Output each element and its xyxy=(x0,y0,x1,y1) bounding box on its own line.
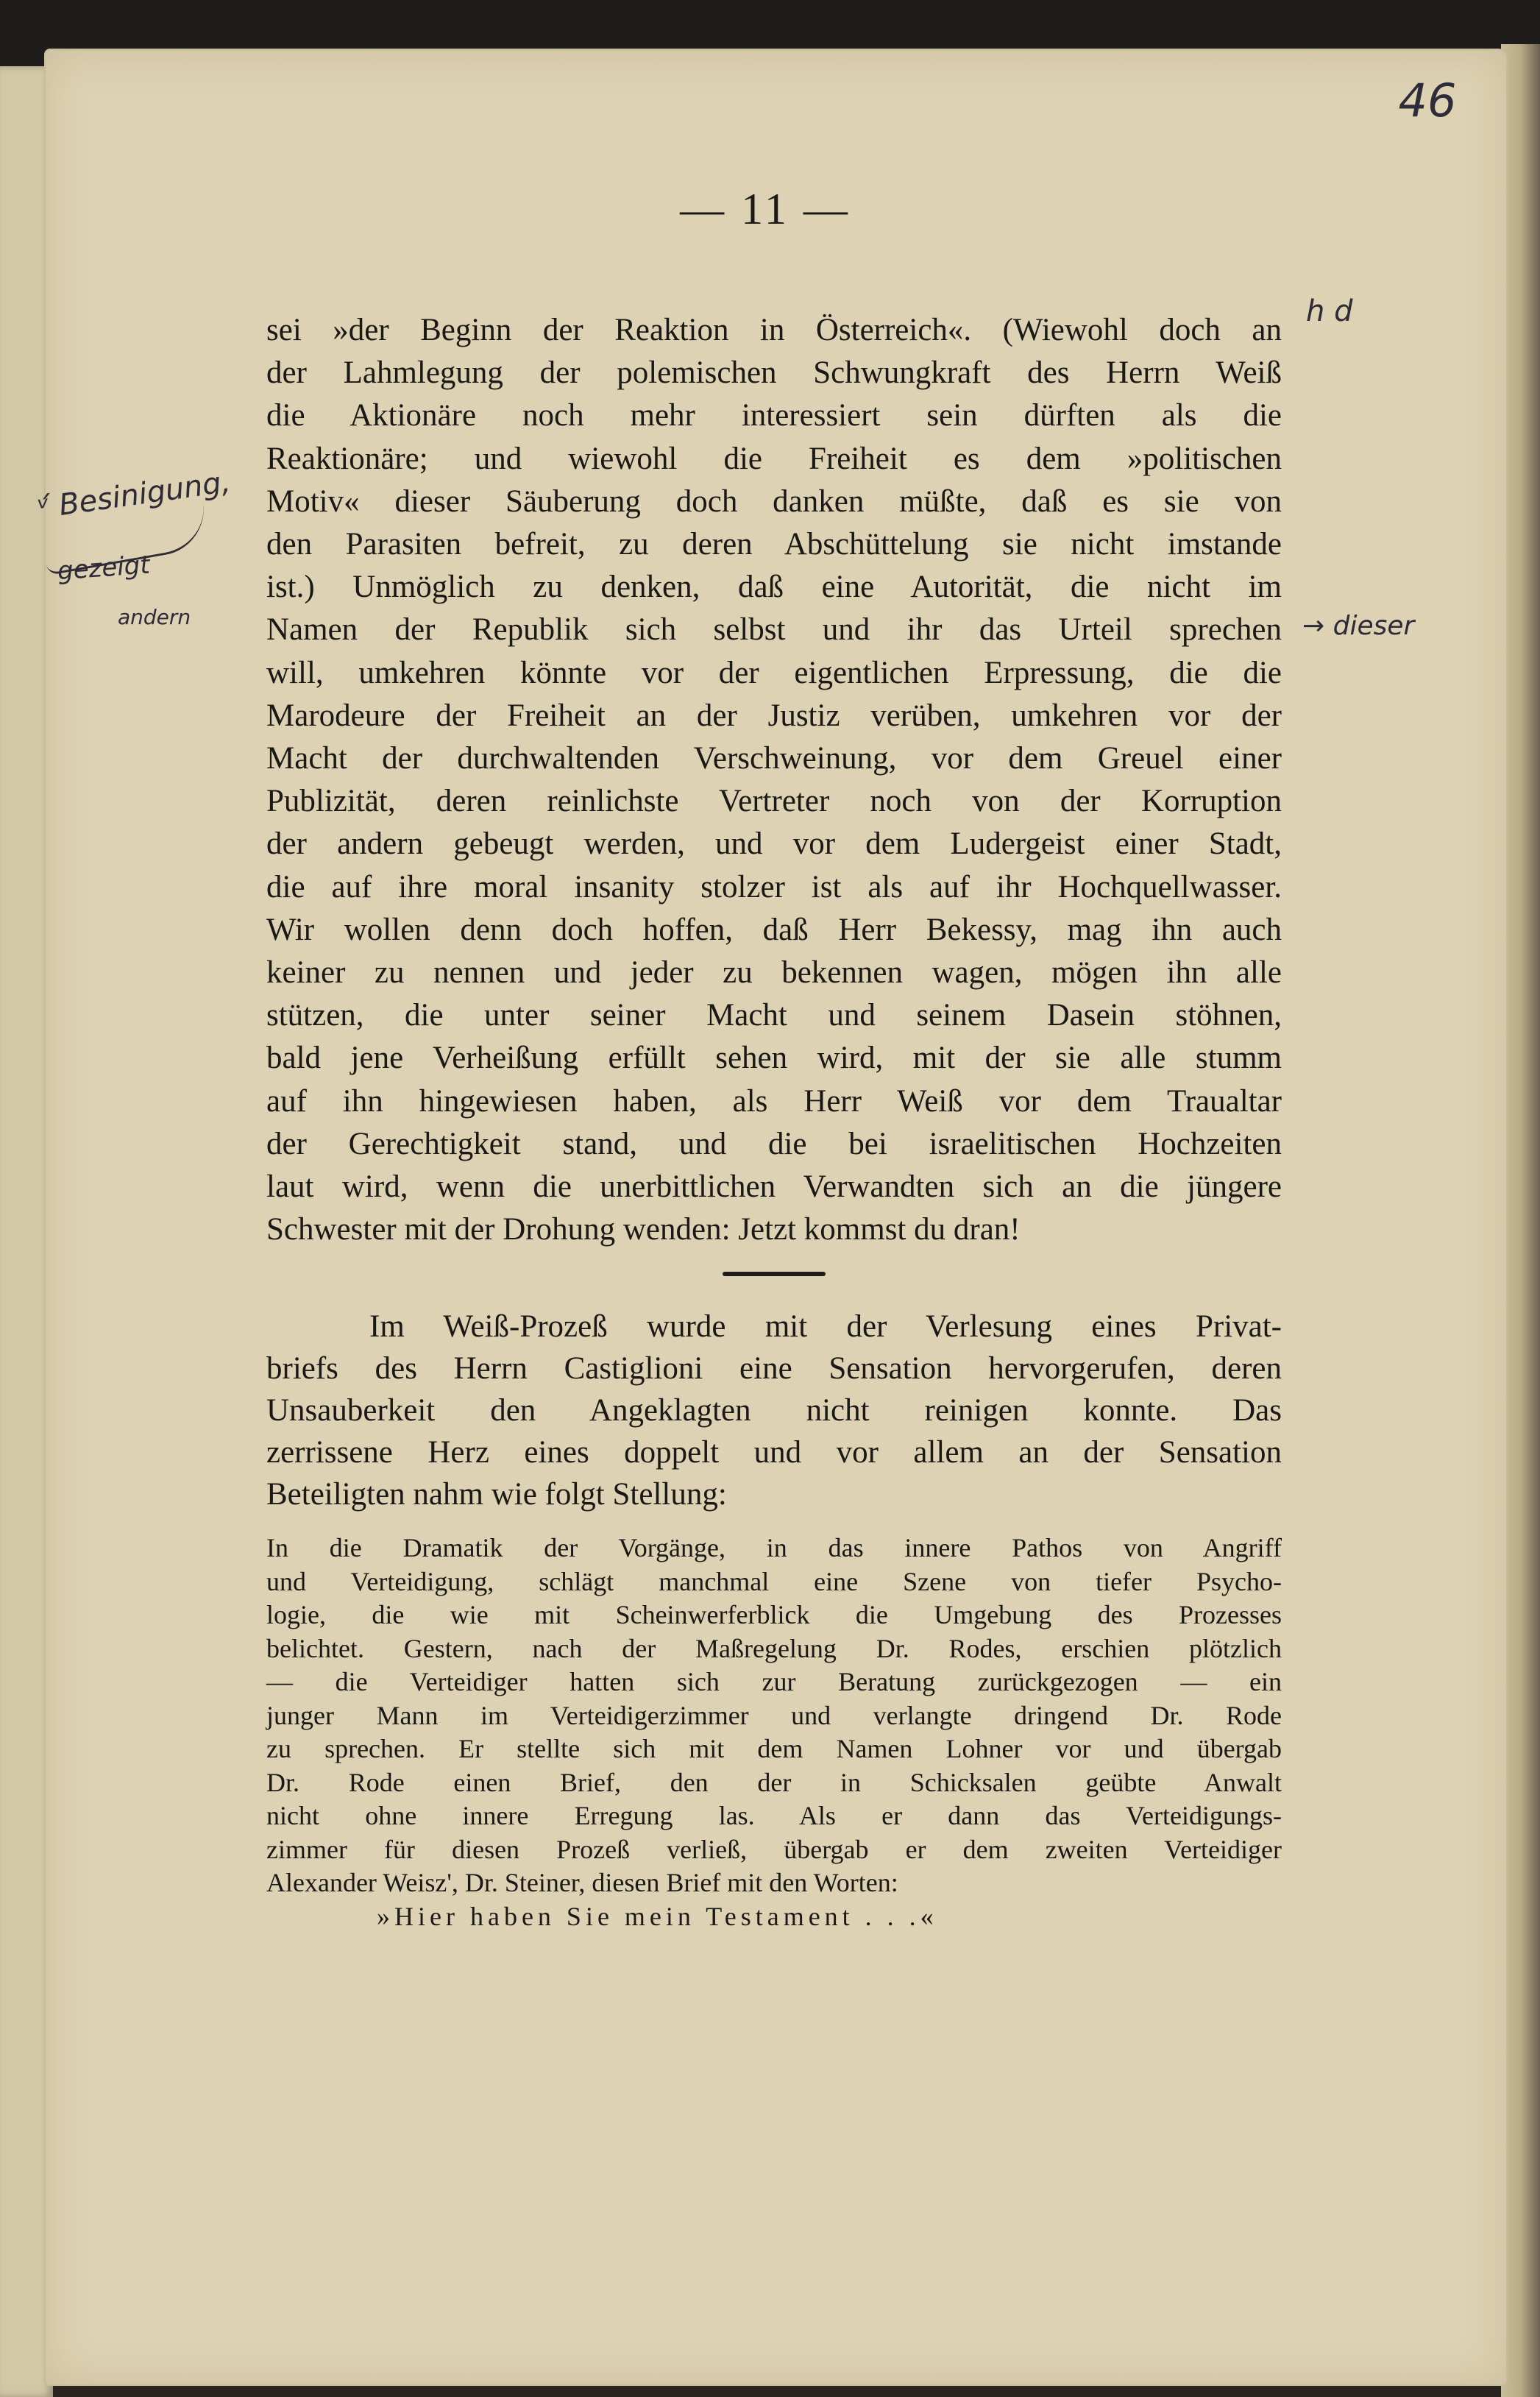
text-line: Wir wollen denn doch hoffen, daß Herr Bekessy, mag ihn auch xyxy=(266,912,1282,947)
text-line: zu sprechen. Er stellte sich mit dem Namen Lohner vor und übergab xyxy=(266,1734,1282,1764)
text-line: Unsauberkeit den Angeklagten nicht reinigen konnte. Das xyxy=(266,1393,1282,1428)
text-line: Publizität, deren reinlichste Vertreter noch von der Korruption xyxy=(266,784,1282,819)
text-line: Reaktionäre; und wiewohl die Freiheit es dem »politischen xyxy=(266,441,1282,476)
text-line: will, umkehren könnte vor der eigentlichen Erpressung, die die xyxy=(266,655,1282,690)
text-line: Marodeure der Freiheit an der Justiz verüben, umkehren vor der xyxy=(266,698,1282,733)
text-line: die Aktionäre noch mehr interessiert sein dürften als die xyxy=(266,398,1282,433)
text-line: auf ihn hingewiesen haben, als Herr Weiß vor dem Traualtar xyxy=(266,1083,1282,1119)
text-line: Dr. Rode einen Brief, den der in Schicksalen geübte Anwalt xyxy=(266,1767,1282,1797)
text-line: die auf ihre moral insanity stolzer ist als auf ihr Hochquellwasser. xyxy=(266,869,1282,904)
text-line: belichtet. Gestern, nach der Maßregelung Dr. Rodes, erschien plötzlich xyxy=(266,1633,1282,1663)
text-line: logie, die wie mit Scheinwerferblick die Umgebung des Prozesses xyxy=(266,1600,1282,1630)
text-line: sei »der Beginn der Reaktion in Österreich«. (Wiewohl doch an xyxy=(266,313,1282,347)
margin-note-left-3: andern xyxy=(118,605,191,629)
text-line: Namen der Republik sich selbst und ihr das Urteil sprechen xyxy=(266,612,1282,648)
text-line: Beteiligten nahm wie folgt Stellung: xyxy=(266,1477,727,1512)
text-line: Alexander Weisz', Dr. Steiner, diesen Brief mit den Worten: xyxy=(266,1868,898,1898)
text-line: junger Mann im Verteidigerzimmer und verlangte dringend Dr. Rode xyxy=(266,1700,1282,1730)
text-line: Im Weiß-Prozeß wurde mit der Verlesung eines Privat- xyxy=(369,1309,1282,1345)
text-line: der Lahmlegung der polemischen Schwungkraft des Herrn Weiß xyxy=(266,355,1282,391)
text-line: und Verteidigung, schlägt manchmal eine Szene von tiefer Psycho- xyxy=(266,1566,1282,1596)
text-line: nicht ohne innere Erregung las. Als er dann das Verteidigungs- xyxy=(266,1801,1282,1831)
text-line: briefs des Herrn Castiglioni eine Sensation hervorgerufen, deren xyxy=(266,1351,1282,1387)
text-line: In die Dramatik der Vorgänge, in das innere Pathos von Angriff xyxy=(266,1533,1282,1563)
text-line: Schwester mit der Drohung wenden: Jetzt kommst du dran! xyxy=(266,1212,1021,1247)
text-line: keiner zu nennen und jeder zu bekennen wagen, mögen ihn alle xyxy=(266,955,1282,991)
paragraph-2 xyxy=(266,1306,1282,1515)
text-line: bald jene Verheißung erfüllt sehen wird, mit der sie alle stumm xyxy=(266,1041,1282,1076)
margin-note-right-1: h d xyxy=(1306,294,1353,328)
section-divider xyxy=(723,1272,826,1276)
text-line: laut wird, wenn die unerbittlichen Verwandten sich an die jüngere xyxy=(266,1169,1282,1205)
text-line: Motiv« dieser Säuberung doch danken müßte, daß es sie von xyxy=(266,484,1282,519)
margin-note-left-2: gezeigt xyxy=(56,550,151,587)
quoted-article xyxy=(266,1532,1282,1933)
text-line: zimmer für diesen Prozeß verließ, übergab er dem zweiten Verteidiger xyxy=(266,1834,1282,1864)
page-stack-edge xyxy=(1501,44,1540,2397)
text-line: zerrissene Herz eines doppelt und vor allem an der Sensation xyxy=(266,1435,1282,1470)
text-column xyxy=(266,309,1282,1933)
folio-number: 46 xyxy=(1398,74,1457,127)
text-line: — die Verteidiger hatten sich zur Beratung zurückgezogen — ein xyxy=(266,1667,1282,1697)
text-line: Macht der durchwaltenden Verschweinung, vor dem Greuel einer xyxy=(266,741,1282,776)
text-line-testament: »Hier haben Sie mein Testament . . .« xyxy=(377,1901,938,1931)
text-line: der andern gebeugt werden, und vor dem Ludergeist einer Stadt, xyxy=(266,826,1282,862)
text-line: stützen, die unter seiner Macht und seinem Dasein stöhnen, xyxy=(266,998,1282,1033)
margin-note-left-1: ᵛ́ Besinigung, xyxy=(35,464,233,526)
text-line: der Gerechtigkeit stand, und die bei israelitischen Hochzeiten xyxy=(266,1126,1282,1161)
paragraph-1 xyxy=(266,309,1282,1251)
page-number: — 11 — xyxy=(680,185,851,233)
margin-note-right-2: → dieser xyxy=(1302,611,1415,641)
text-line: den Parasiten befreit, zu deren Abschüttelung sie nicht imstande xyxy=(266,527,1282,562)
text-line: ist.) Unmöglich zu denken, daß eine Autorität, die nicht im xyxy=(266,570,1282,605)
